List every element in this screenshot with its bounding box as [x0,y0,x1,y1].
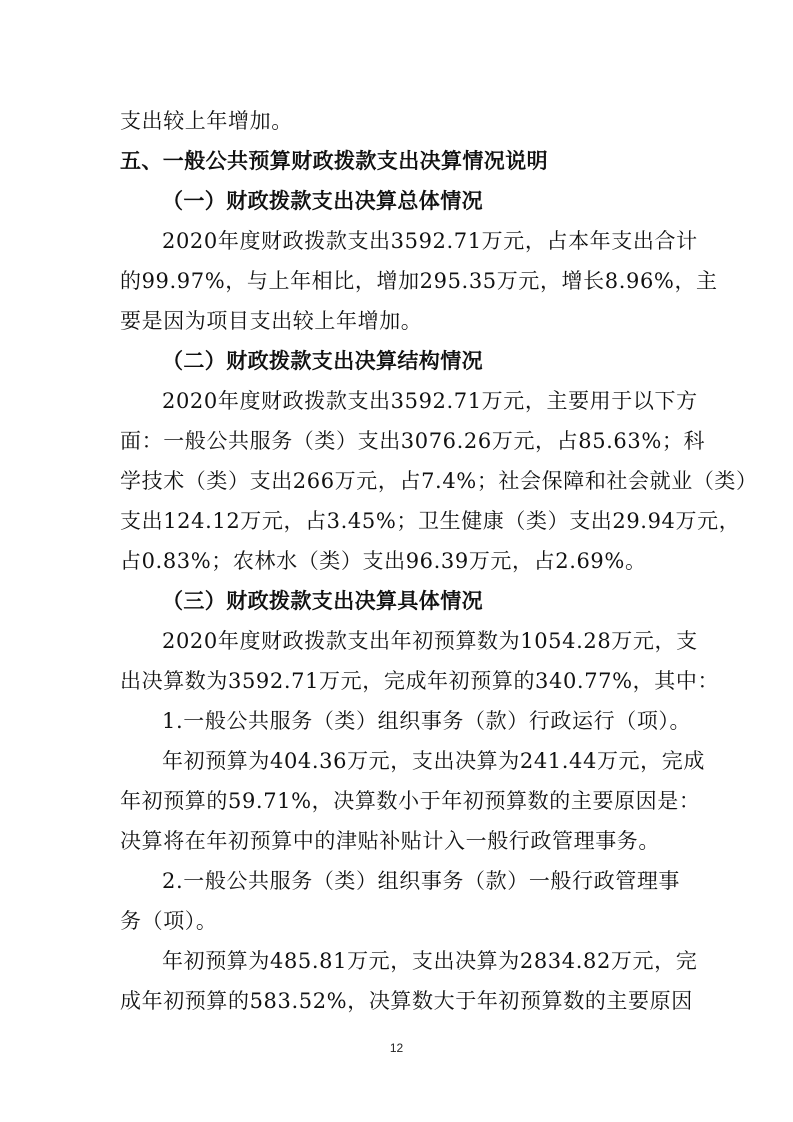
paragraph-line: 支出124.12万元，占3.45%；卫生健康（类）支出29.94万元， [120,509,741,533]
paragraph-line: 年初预算为404.36万元，支出决算为241.44万元，完成 [162,749,705,773]
paragraph-line: 占0.83%；农林水（类）支出96.39万元，占2.69%。 [120,549,647,573]
paragraph-line: 1.一般公共服务（类）组织事务（款）行政运行（项）。 [162,709,692,733]
subsection-heading: （三）财政拨款支出决算具体情况 [162,589,483,613]
paragraph-line: 的99.97%，与上年相比，增加295.35万元，增长8.96%，主 [120,269,718,293]
paragraph-line: 学技术（类）支出266万元，占7.4%；社会保障和社会就业（类） [120,469,758,493]
paragraph-line: 务（项）。 [120,909,218,933]
paragraph-line: 支出较上年增加。 [120,109,293,133]
paragraph-line: 年初预算为485.81万元，支出决算为2834.82万元，完 [162,949,698,973]
paragraph-line: 成年初预算的583.52%，决算数大于年初预算数的主要原因 [120,989,693,1013]
section-heading: 五、一般公共预算财政拨款支出决算情况说明 [120,149,548,173]
paragraph-line: 出决算数为3592.71万元，完成年初预算的340.77%，其中： [120,669,720,693]
page-number: 12 [389,1041,404,1055]
subsection-heading: （一）财政拨款支出决算总体情况 [162,189,483,213]
subsection-heading: （二）财政拨款支出决算结构情况 [162,349,483,373]
paragraph-line: 2020年度财政拨款支出年初预算数为1054.28万元，支 [162,629,698,653]
paragraph-line: 2020年度财政拨款支出3592.71万元，主要用于以下方 [162,389,698,413]
paragraph-line: 决算将在年初预算中的津贴补贴计入一般行政管理事务。 [120,829,660,853]
paragraph-line: 面：一般公共服务（类）支出3076.26万元，占85.63%；科 [120,429,706,453]
paragraph-line: 2.一般公共服务（类）组织事务（款）一般行政管理事 [162,869,681,893]
paragraph-line: 要是因为项目支出较上年增加。 [120,309,423,333]
paragraph-line: 2020年度财政拨款支出3592.71万元，占本年支出合计 [162,229,698,253]
paragraph-line: 年初预算的59.71%，决算数小于年初预算数的主要原因是： [120,789,701,813]
